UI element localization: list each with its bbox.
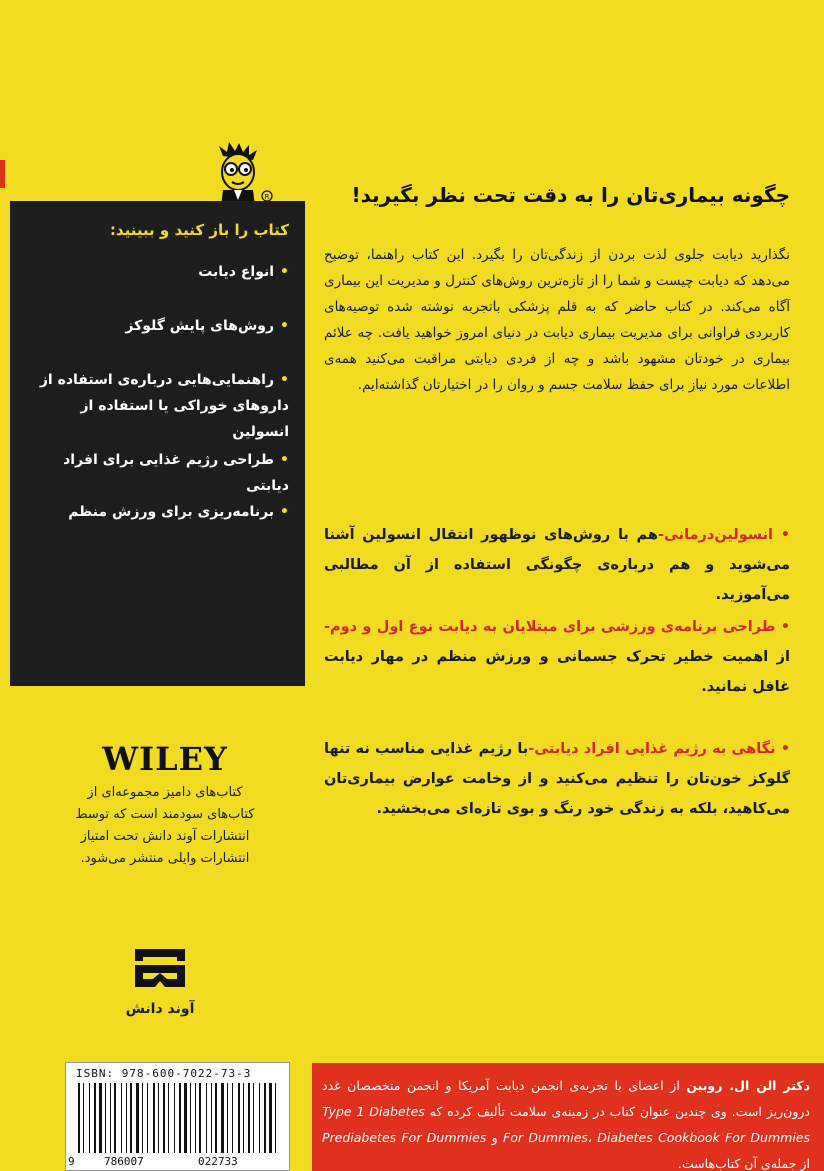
barcode-bar — [158, 1083, 159, 1153]
feature-bullet — [324, 612, 790, 702]
bullet-text: از اهمیت خطیر تحرک جسمانی و ورزش منظم در مهار دیابت غافل نمانید. — [324, 649, 790, 695]
bullet-icon: • — [775, 741, 790, 757]
bullet-icon: • — [280, 318, 289, 334]
barcode-image — [76, 1083, 281, 1153]
contents-item: •برنامه‌ریزی برای ورزش منظم — [68, 504, 289, 520]
bullet-icon: • — [280, 264, 289, 280]
barcode-bar — [121, 1083, 122, 1153]
bullet-icon: • — [280, 372, 289, 388]
barcode-bar — [126, 1083, 127, 1153]
barcode-bar — [259, 1083, 260, 1153]
contents-heading: کتاب را باز کنید و ببینید: — [109, 221, 289, 239]
bullet-icon: • — [773, 527, 790, 543]
barcode-bar — [269, 1083, 272, 1153]
barcode-bar — [190, 1083, 191, 1153]
barcode-bar — [142, 1083, 143, 1153]
barcode-bar — [253, 1083, 254, 1153]
bullet-lead: نگاهی به رژیم غذایی افراد دیابتی- — [528, 741, 776, 757]
book-title: Type 1 Diabetes For Dummies — [322, 1104, 588, 1145]
book-title: Diabetes Cookbook For Dummies — [597, 1130, 810, 1145]
bullet-icon: • — [280, 504, 289, 520]
bullet-lead: طراحی برنامه‌ی ورزشی برای مبتلایان به دیابت نوع اول و دوم- — [324, 619, 776, 635]
barcode-bar — [206, 1083, 207, 1153]
page-title: چگونه بیماری‌تان را به دقت تحت نظر بگیرید! — [351, 183, 790, 207]
barcode-digits-right: 022733 — [198, 1155, 238, 1168]
feature-bullet — [324, 734, 790, 824]
barcode-bar — [243, 1083, 244, 1153]
barcode-bar — [275, 1083, 276, 1153]
barcode-bar — [153, 1083, 155, 1153]
barcode-bar — [147, 1083, 148, 1153]
barcode-box — [65, 1062, 290, 1171]
barcode-bar — [211, 1083, 212, 1153]
publisher-block — [110, 945, 210, 1017]
barcode-bar — [238, 1083, 240, 1153]
barcode-bar — [174, 1083, 175, 1153]
bullet-icon: • — [280, 452, 289, 468]
barcode-bar — [89, 1083, 90, 1153]
barcode-bar — [130, 1083, 132, 1153]
barcode-bar — [221, 1083, 224, 1153]
barcode-bar — [199, 1083, 201, 1153]
author-box: دکتر الن ال. روبین از اعضای با تجربه‌ی انجمن دیابت آمریکا و انجمن متخصصان غدد درون‌ریز است. وی چندین عنوان کتاب در زمینه‌ی سلامت تألیف کرده که Type 1 Diabetes For Dummies، Diabetes Cookbook For Dummies و Prediabetes For Dummies از جمله‌ی آن کتاب‌هاست. — [312, 1063, 824, 1171]
barcode-bar — [248, 1083, 250, 1153]
publisher-name: آوند دانش — [125, 1001, 195, 1017]
barcode-bar — [195, 1083, 196, 1153]
barcode-bar — [232, 1083, 233, 1153]
barcode-bar — [215, 1083, 217, 1153]
barcode-bar — [83, 1083, 84, 1153]
barcode-bar — [105, 1083, 106, 1153]
author-name: دکتر الن ال. روبین — [686, 1078, 810, 1093]
barcode-bar — [94, 1083, 96, 1153]
barcode-digit-left: 9 — [68, 1155, 75, 1168]
contents-item: •روش‌های پایش گلوکز — [125, 318, 289, 334]
barcode-bar — [227, 1083, 228, 1153]
intro-paragraph: نگذارید دیابت جلوی لذت بردن از زندگی‌تان را بگیرد. این کتاب راهنما، توضیح می‌دهد که دیابت چیست و شما را از تازه‌ترین روش‌های کنترل و مدیریت این بیماری آگاه می‌کند. در کتاب حاضر که به قلم پزشکی باتجربه نوشته شده توصیه‌های کاربردی فراوانی برای مدیریت بیماری دیابت در دنیای امروز خواهید یافت. چه علائم بیماری در خودتان مشهود باشد و چه از فردی دیابتی مراقبت می‌کنید همه‌ی اطلاعات مورد نیاز برای حفظ سلامت جسم و روان را در اختیارتان گذاشته‌ایم. — [324, 247, 790, 393]
contents-box — [10, 201, 305, 686]
barcode-bar — [163, 1083, 165, 1153]
bullet-text: با رژیم غذایی مناسب نه تنها گلوکز خون‌تان را تنظیم می‌کنید و از وخامت عوارض بیماری‌تان می‌کاهید، بلکه به زندگی خود رنگ و بوی تازه‌ای می‌بخشید. — [324, 741, 790, 817]
svg-text:R: R — [264, 193, 270, 201]
bullet-icon: • — [775, 619, 791, 635]
contents-item: •راهنمایی‌هایی درباره‌ی استفاده از داروهای خوراکی یا استفاده از انسولین — [39, 372, 289, 440]
barcode-bar — [114, 1083, 116, 1153]
barcode-bar — [264, 1083, 266, 1153]
isbn-number: ISBN: 978-600-7022-73-3 — [76, 1067, 252, 1080]
feature-bullet — [324, 520, 790, 610]
red-edge-strip — [0, 160, 5, 188]
barcode-bar — [99, 1083, 102, 1153]
barcode-bar — [136, 1083, 139, 1153]
barcode-bar — [179, 1083, 181, 1153]
bullet-text: هم با روش‌های نوظهور انتقال انسولین آشنا می‌شوید و هم درباره‌ی چگونگی استفاده از آن مطالبی می‌آموزید. — [324, 527, 790, 603]
book-title: Prediabetes For Dummies — [322, 1130, 487, 1145]
wiley-block — [70, 740, 260, 870]
barcode-bar — [110, 1083, 111, 1153]
bullet-lead: انسولین‌درمانی- — [657, 527, 774, 543]
contents-item: •طراحی رژیم غذایی برای افراد دیابتی — [63, 452, 289, 494]
book-logo-icon — [131, 945, 189, 991]
barcode-bar — [184, 1083, 187, 1153]
barcode-bar — [168, 1083, 169, 1153]
barcode-bar — [78, 1083, 80, 1153]
contents-item: •انواع دیابت — [198, 264, 289, 280]
barcode-digits-mid: 786007 — [104, 1155, 144, 1168]
wiley-description: کتاب‌های دامیز مجموعه‌ای از کتاب‌های سودمند است که توسط انتشارات آوند دانش تحت امتیاز انتشارات وایلی منتشر می‌شود. — [75, 785, 255, 866]
wiley-logo: WILEY — [102, 740, 228, 778]
